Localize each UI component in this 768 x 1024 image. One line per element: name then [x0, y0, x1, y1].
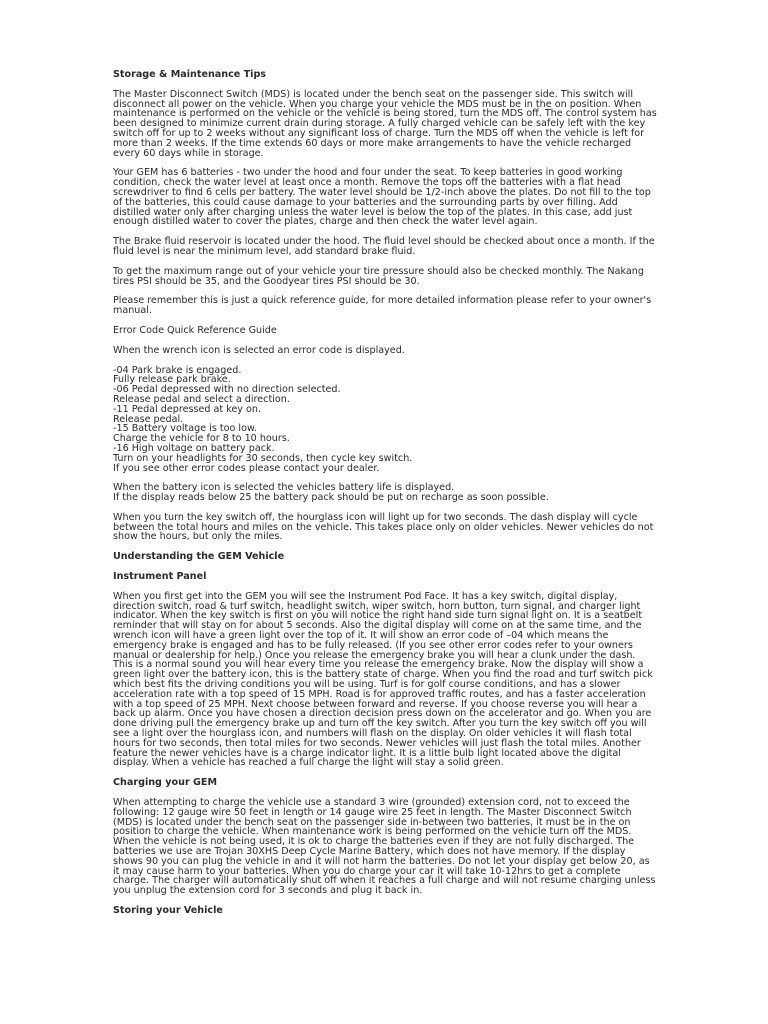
error-code-line: -16 High voltage on battery pack.	[113, 442, 275, 454]
hourglass-paragraph: When you turn the key switch off, the hourglass icon will light up for two seconds. The dash display will cycle between the total hours and miles on the vehicle. This takes place only on older vehicles. Newer vehicles do not show the hours, but only the miles.	[113, 511, 654, 543]
error-code-line: -11 Pedal depressed at key on.	[113, 403, 262, 415]
charging-heading: Charging your GEM	[113, 777, 217, 789]
error-code-line: Charge the vehicle for 8 to 10 hours.	[113, 433, 290, 445]
understanding-heading: Understanding the GEM Vehicle	[113, 551, 285, 563]
document-page	[113, 70, 658, 916]
error-code-list	[113, 366, 658, 474]
charging-paragraph: When attempting to charge the vehicle use a standard 3 wire (grounded) extension cord, not to exceed the following: 12 gauge wire 50 feet in length or 14 gauge wire 25 feet in length. The Master Disconnect Switch (MDS) is located under the bench seat on the passenger side in-between two batteries, it must be in the on position to charge the vehicle. When maintenance work is being performed on the vehicle turn off the MDS. When the vehicle is not being used, it is ok to charge the batteries even if they are not fully discharged. The batteries we use are Trojan 30XHS Deep Cycle Marine Battery, which does not have memory. If the display shows 90 you can plug the vehicle in and it will not harm the batteries. Do not let your display get below 20, as it may cause harm to your batteries. When you do charge your car it will take 10-12hrs to get a complete charge. The charger will automatically shut off when it reaches a full charge and will not resume charging unless you unplug the extension cord for 3 seconds and plug it back in.	[113, 797, 656, 897]
brake-fluid-paragraph: The Brake fluid reservoir is located under the hood. The fluid level should be checked about once a month. If the fluid level is near the minimum level, add standard brake fluid.	[113, 236, 655, 257]
error-code-line: -15 Battery voltage is too low.	[113, 423, 257, 435]
reference-guide-paragraph: Please remember this is just a quick reference guide, for more detailed information please refer to your owner's manual.	[113, 295, 652, 317]
instrument-panel-heading: Instrument Panel	[113, 571, 207, 583]
batteries-paragraph: Your GEM has 6 batteries - two under the hood and four under the seat. To keep batteries in good working condition, check the water level at least once a month. Remove the tops off the batteries with a flat head screwdriver to find 6 cells per battery. The water level should be 1/2-inch above the plates. Do not fill to the top of the batteries, this could cause damage to your batteries and the surrounding parts by over filling. Add distilled water only after charging unless the water level is below the top of the plates. In this case, add just enough distilled water to cover the plates, charge and then check the water level again.	[113, 167, 651, 228]
error-code-line: -06 Pedal depressed with no direction selected.	[113, 384, 341, 396]
battery-icon-line: If the display reads below 25 the battery pack should be put on recharge as soon possible.	[113, 492, 549, 504]
error-code-line: Release pedal and select a direction.	[113, 393, 290, 405]
mds-paragraph: The Master Disconnect Switch (MDS) is located under the bench seat on the passenger side. This switch will disconnect all power on the vehicle. When you charge your vehicle the MDS must be in the on position. When maintenance is performed on the vehicle or the vehicle is being stored, turn the MDS off. The control system has been designed to minimize current drain during storage. A fully charged vehicle can be safely left with the key switch off for up to 2 weeks without any significant loss of charge. Turn the MDS off when the vehicle is left for more than 2 weeks. If the time extends 60 days or more make arrangements to have the vehicle recharged every 60 days while in storage.	[113, 88, 657, 159]
storage-heading: Storage & Maintenance Tips	[113, 69, 267, 80]
tire-pressure-paragraph: To get the maximum range out of your vehicle your tire pressure should also be checked monthly. The Nakang tires PSI should be 35, and the Goodyear tires PSI should be 30.	[113, 265, 644, 287]
storing-heading: Storing your Vehicle	[113, 904, 223, 916]
battery-icon-line: When the battery icon is selected the vehicles battery life is displayed.	[113, 482, 455, 494]
battery-icon-notes	[113, 483, 658, 503]
error-code-line: Release pedal.	[113, 413, 184, 425]
error-code-line: Fully release park brake.	[113, 374, 231, 386]
instrument-panel-paragraph: When you first get into the GEM you will see the Instrument Pod Face. It has a key switch, digital display, direction switch, road & turf switch, headlight switch, wiper switch, horn button, turn signal, and charger light indicator. When the key switch is first on you will notice the right hand side turn signal light on. It is a seatbelt reminder that will stay on for about 5 seconds. Also the digital display will come on at the same time, and the wrench icon will have a green light over the top of it. It will show an error code of –04 which means the emergency brake is engaged and has to be fully released. (If you see other error codes refer to your owners manual or dealership for help.) Once you release the emergency brake you will hear a clunk under the dash. This is a normal sound you will hear every time you release the emergency brake. Now the display will show a green light over the battery icon, this is the battery state of charge. When you find the road and turf switch pick which best fits the driving conditions you will be using. Turf is for golf course conditions, and has a slower acceleration rate with a top speed of 15 MPH. Road is for approved traffic routes, and has a faster acceleration with a top speed of 25 MPH. Next choose between forward and reverse. If you choose reverse you will hear a back up alarm. Once you have chosen a direction decision press down on the accelerator and go. When you are done driving pull the emergency brake up and turn off the key switch. After you turn the key switch off you will see a light over the hourglass icon, and numbers will flash on the display. On older vehicles it will flash total hours for two seconds, then total miles for two seconds. Newer vehicles will just flash the total miles. Another feature the newer vehicles have is a charge indicator light. It is a little bulb light located above the digital display. When a vehicle has reached a full charge the light will stay a solid green.	[113, 590, 653, 769]
error-code-line: -04 Park brake is engaged.	[113, 364, 242, 376]
error-code-line: If you see other error codes please contact your dealer.	[113, 462, 380, 474]
error-code-line: Turn on your headlights for 30 seconds, then cycle key switch.	[113, 452, 413, 464]
error-guide-title: Error Code Quick Reference Guide	[113, 324, 277, 336]
wrench-icon-line: When the wrench icon is selected an error code is displayed.	[113, 344, 405, 356]
